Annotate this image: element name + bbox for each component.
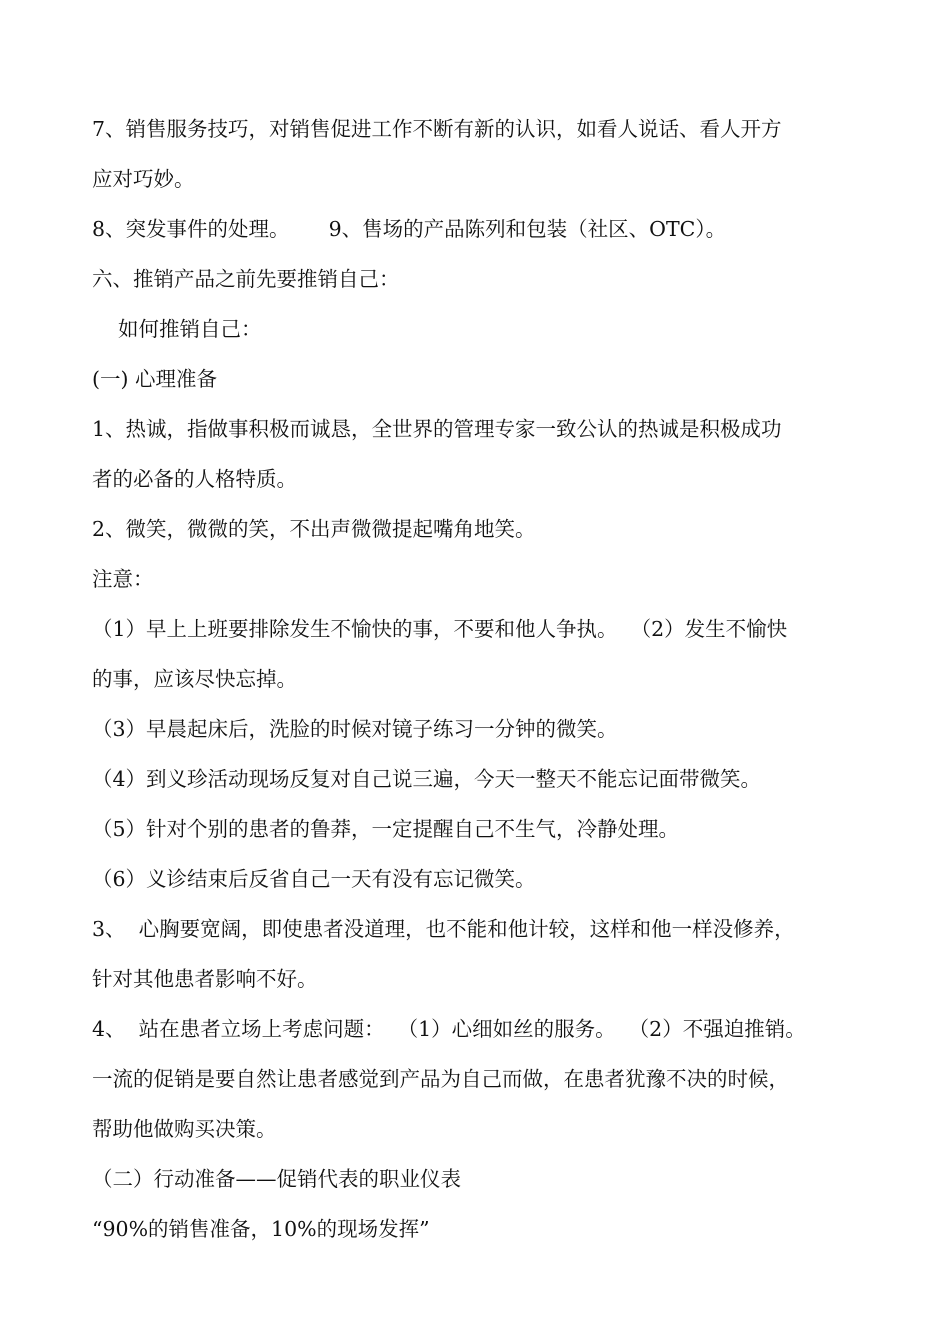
paragraph-line (92, 504, 862, 554)
subheading-line (92, 304, 862, 354)
paragraph-line (92, 904, 862, 954)
line-text: （3）早晨起床后，洗脸的时候对镜子练习一分钟的微笑。 (92, 717, 618, 741)
paragraph-line (92, 654, 862, 704)
paragraph-line (92, 754, 862, 804)
subsection-heading (92, 1154, 862, 1204)
paragraph-line (92, 1054, 862, 1104)
line-text: 者的必备的人格特质。 (92, 467, 297, 491)
paragraph-line (92, 704, 862, 754)
subsection-text: （二）行动准备——促销代表的职业仪表 (92, 1167, 461, 1191)
line-text: 4、 站在患者立场上考虑问题： （1）心细如丝的服务。 （2）不强迫推销。 (92, 1017, 806, 1041)
paragraph-line (92, 954, 862, 1004)
line-text: 针对其他患者影响不好。 (92, 967, 318, 991)
paragraph-line (92, 404, 862, 454)
line-text: 3、 心胸要宽阔，即使患者没道理，也不能和他计较，这样和他一样没修养， (92, 917, 795, 941)
line-text: （5）针对个别的患者的鲁莽，一定提醒自己不生气，冷静处理。 (92, 817, 680, 841)
line-text: 应对巧妙。 (92, 167, 195, 191)
line-text: 2、微笑，微微的笑，不出声微微提起嘴角地笑。 (92, 517, 536, 541)
line-text: （1）早上上班要排除发生不愉快的事，不要和他人争执。 （2）发生不愉快 (92, 617, 788, 641)
note-label (92, 554, 862, 604)
quote-line (92, 1204, 862, 1254)
line-text: 1、热诚，指做事积极而诚恳，全世界的管理专家一致公认的热诚是积极成功 (92, 417, 782, 441)
subsection-text: (一) 心理准备 (92, 367, 218, 391)
note-label-text: 注意： (92, 567, 154, 591)
paragraph-line (92, 154, 862, 204)
document-body (92, 104, 862, 1254)
line-text: （6）义诊结束后反省自己一天有没有忘记微笑。 (92, 867, 536, 891)
paragraph-line (92, 604, 862, 654)
paragraph-line (92, 804, 862, 854)
subsection-heading (92, 354, 862, 404)
paragraph-line (92, 1104, 862, 1154)
quote-text: “90%的销售准备，10%的现场发挥” (92, 1217, 430, 1241)
line-text: 8、突发事件的处理。 9、售场的产品陈列和包装（社区、OTC）。 (92, 217, 727, 241)
line-text: 一流的促销是要自然让患者感觉到产品为自己而做，在患者犹豫不决的时候， (92, 1067, 789, 1091)
section-heading (92, 254, 862, 304)
line-text: 7、销售服务技巧，对销售促进工作不断有新的认识，如看人说话、看人开方 (92, 117, 782, 141)
paragraph-line (92, 1004, 862, 1054)
paragraph-line (92, 854, 862, 904)
line-text: 帮助他做购买决策。 (92, 1117, 277, 1141)
subheading-text: 如何推销自己： (118, 317, 262, 341)
line-text: （4）到义珍活动现场反复对自己说三遍，今天一整天不能忘记面带微笑。 (92, 767, 762, 791)
heading-text: 六、推销产品之前先要推销自己： (92, 267, 400, 291)
paragraph-line (92, 454, 862, 504)
paragraph-line (92, 204, 862, 254)
line-text: 的事，应该尽快忘掉。 (92, 667, 297, 691)
paragraph-line (92, 104, 862, 154)
